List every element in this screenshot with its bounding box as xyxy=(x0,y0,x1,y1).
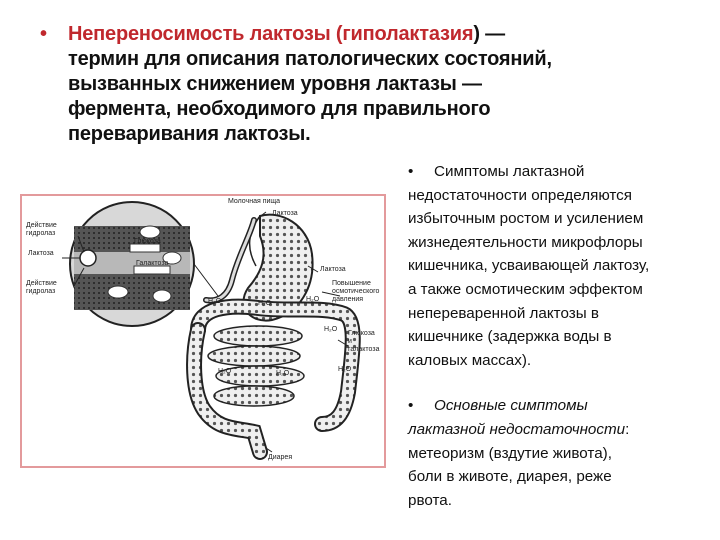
label-hydrolase-action-1: Действие гидролаз xyxy=(26,222,57,237)
main-symptoms-paragraph xyxy=(408,394,708,512)
main-line-4: фермента, необходимого для правильного xyxy=(68,98,491,120)
main-line-2: термин для описания патологических состояний, xyxy=(68,48,552,70)
label-osmotic-pressure: Повышение осмотического давления xyxy=(332,280,380,303)
symptoms-paragraph xyxy=(408,160,708,372)
label-galactose: Галактоза xyxy=(136,260,169,267)
p2-line2-rest: : xyxy=(625,420,630,438)
label-h2o-3: H₂O xyxy=(306,296,320,303)
label-h2o-1: H₂O xyxy=(208,298,222,305)
label-milk-food: Молочная пища xyxy=(228,198,281,205)
label-hydrolase-action-2: Действие гидролаз xyxy=(26,280,57,295)
p1-line4: жизнедеятельности микрофлоры xyxy=(408,233,643,251)
label-lactose-top: Лактоза xyxy=(272,210,298,217)
label-lactose-right: Лактоза xyxy=(320,266,346,273)
main-bullet-dot: • xyxy=(40,23,47,45)
p1-line6: а также осмотическим эффектом xyxy=(408,280,643,298)
main-bullet xyxy=(40,22,700,147)
label-diarrhea: Диарея xyxy=(268,454,293,461)
paragraph-gap xyxy=(408,372,708,394)
p2-line3: метеоризм (вздутие живота), xyxy=(408,444,612,462)
p2-line4: боли в животе, диарея, реже xyxy=(408,468,612,486)
label-glucose-galactose: Глюкоза и галактоза xyxy=(348,330,380,353)
p2-line2-italic: лактазной недостаточности xyxy=(408,420,626,438)
lactose-digestion-diagram xyxy=(20,194,386,468)
label-glucose: Глюкоза xyxy=(134,238,161,245)
p1-line8: кишечнике (задержка воды в xyxy=(408,328,612,346)
p1-line7: непереваренной лактозы в xyxy=(408,304,599,322)
label-h2o-4: H₂O xyxy=(324,326,338,333)
main-symptoms-bullet: • xyxy=(408,397,414,415)
main-line-3: вызванных снижением уровня лактазы — xyxy=(68,73,482,95)
symptoms-bullet: • xyxy=(408,163,414,180)
p2-line1: Основные симптомы xyxy=(434,397,588,415)
p1-line5: кишечника, усваивающей лактозу, xyxy=(408,257,650,275)
main-line-5: переваривания лактозы. xyxy=(68,123,311,145)
main-bullet-text xyxy=(68,22,700,147)
symptoms-text xyxy=(408,160,708,512)
p1-line1: Симптомы лактазной xyxy=(434,163,585,180)
lactose-intolerance-term: Непереносимость лактозы (гиполактазия xyxy=(68,23,474,45)
p1-line2: недостаточности определяются xyxy=(408,186,632,204)
label-h2o-7: H₂O xyxy=(338,366,352,373)
label-h2o-5: H₂O xyxy=(218,368,232,375)
label-h2o-6: H₂O xyxy=(276,370,290,377)
p2-line5: рвота. xyxy=(408,491,452,509)
main-line-1-rest: ) — xyxy=(473,23,505,45)
p1-line3: избыточным ростом и усилением xyxy=(408,210,644,228)
label-lactose-left: Лактоза xyxy=(28,250,54,257)
small-intestine xyxy=(208,326,304,406)
label-h2o-2: H₂O xyxy=(258,300,272,307)
p1-line9: каловых массах). xyxy=(408,351,532,369)
